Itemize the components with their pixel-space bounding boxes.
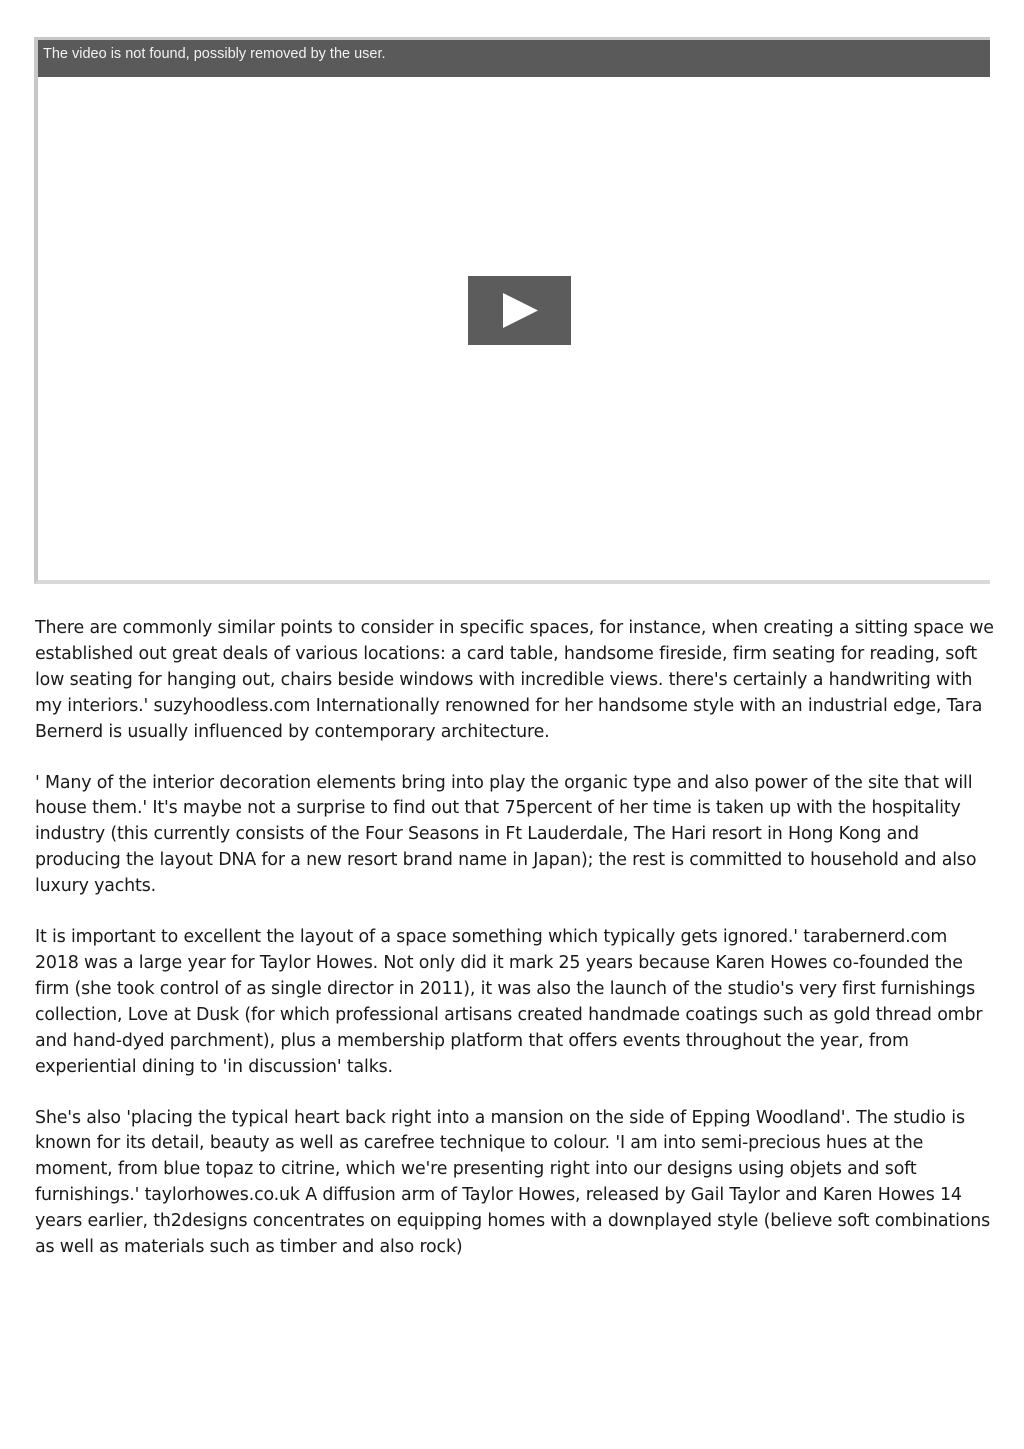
- article-paragraph: It is important to excellent the layout of a space something which typically gets ignored.' tarabernerd.com 2018 was a large year for Taylor Howes. Not only did it mark 25 years because Karen Howes co-founded the firm (she took control of as single director in 2011), it was also the launch of the studio's very first furnishings collection, Love at Dusk (for which professional artisans created handmade coatings such as gold thread ombr and hand-dyed parchment), plus a membership platform that offers events throughout the year, from experiential dining to 'in discussion' talks.: [35, 927, 983, 1077]
- play-icon: [468, 276, 571, 345]
- video-player[interactable]: [34, 37, 990, 584]
- article-body: [35, 616, 995, 1286]
- video-error-bar: [38, 40, 990, 77]
- play-button[interactable]: [468, 276, 571, 345]
- article-paragraph: ' Many of the interior decoration elements bring into play the organic type and also power of the site that will house them.' It's maybe not a surprise to find out that 75percent of her time is taken up with the hospitality industry (this currently consists of the Four Seasons in Ft Lauderdale, The Hari resort in Hong Kong and producing the layout DNA for a new resort brand name in Japan); the rest is committed to household and also luxury yachts.: [35, 772, 977, 897]
- article-paragraph: There are commonly similar points to consider in specific spaces, for instance, when creating a sitting space we established out great deals of various locations: a card table, handsome fireside, firm seating for reading, soft low seating for hanging out, chairs beside windows with incredible views. there's certainly a handwriting with my interiors.' suzyhoodless.com Internationally renowned for her handsome style with an industrial edge, Tara Bernerd is usually influenced by contemporary architecture.: [35, 618, 994, 742]
- video-error-message: The video is not found, possibly removed by the user.: [43, 46, 386, 62]
- article-paragraph: She's also 'placing the typical heart back right into a mansion on the side of Epping Woodland'. The studio is known for its detail, beauty as well as carefree technique to colour. 'I am into semi-precious hues at the moment, from blue topaz to citrine, which we're presenting right into our designs using objets and soft furnishings.' taylorhowes.co.uk A diffusion arm of Taylor Howes, released by Gail Taylor and Karen Howes 14 years earlier, th2designs concentrates on equipping homes with a downplayed style (believe soft combinations as well as materials such as timber and also rock): [35, 1107, 991, 1258]
